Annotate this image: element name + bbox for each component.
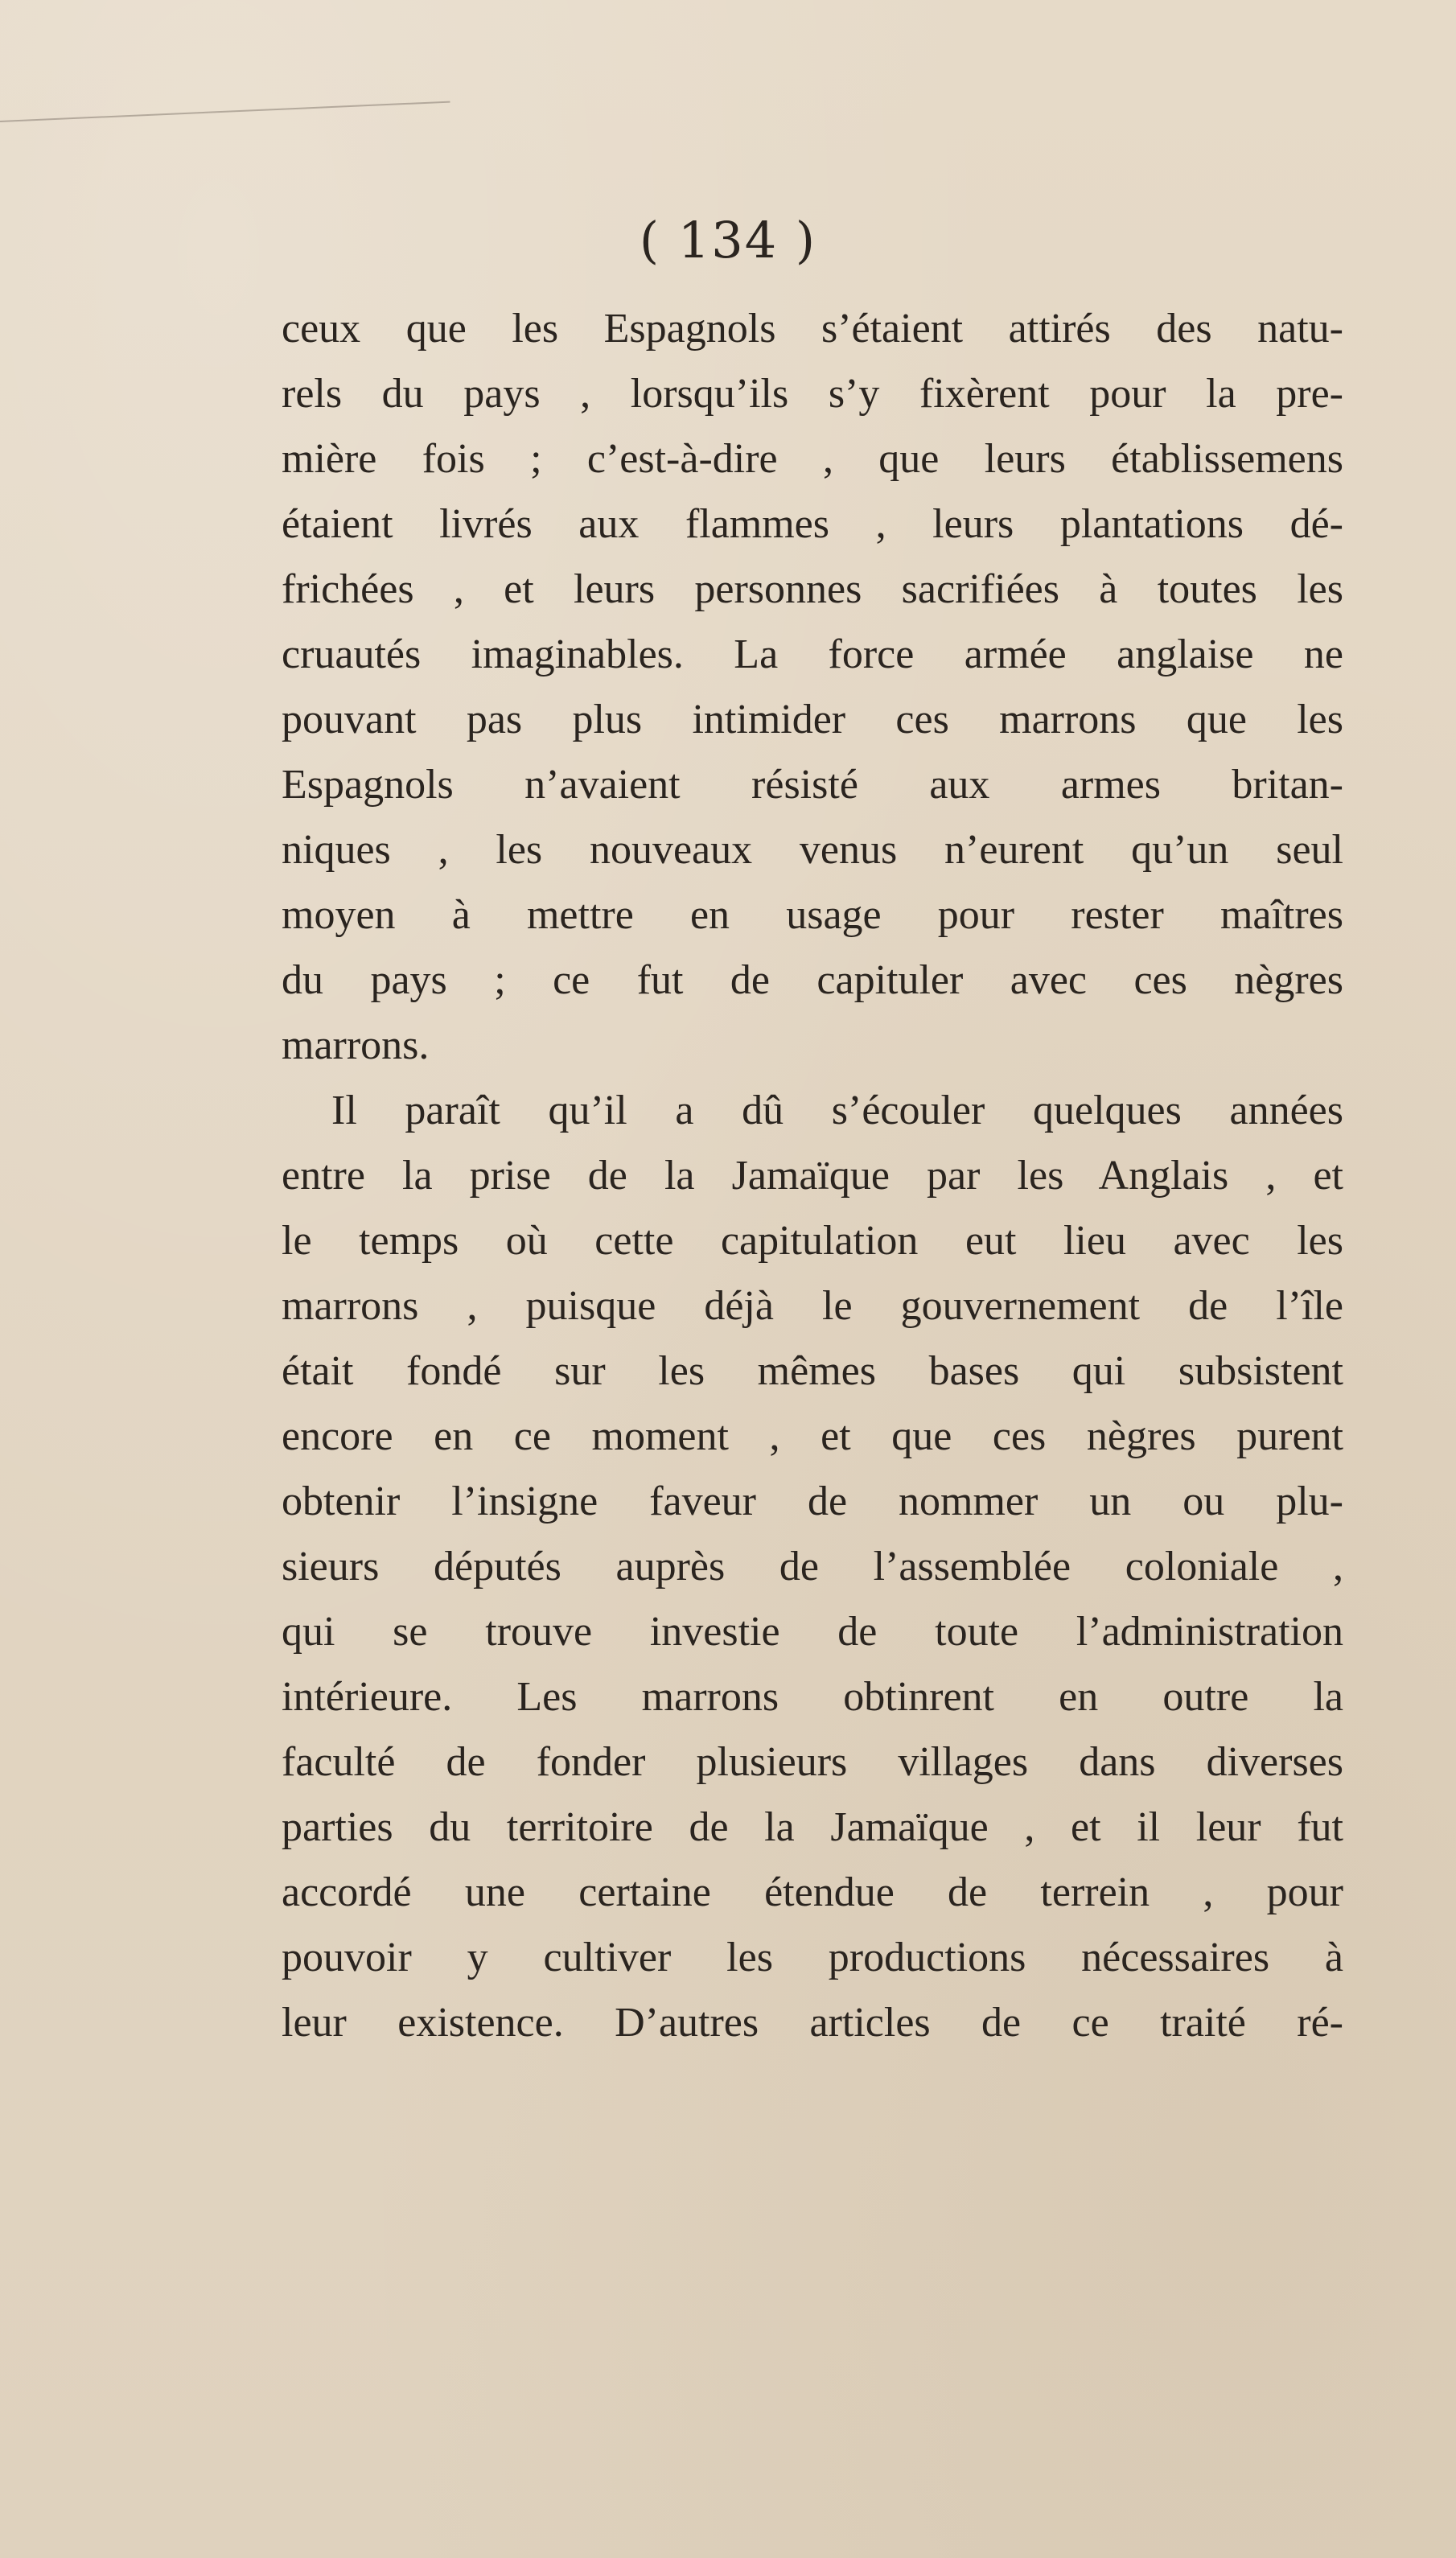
text-line: leur existence. D’autres articles de ce traité ré- [282,2000,1343,2046]
text-line: intérieure. Les marrons obtinrent en outre la [282,1674,1343,1720]
text-line: accordé une certaine étendue de terrein , pour [282,1869,1343,1915]
text-line: entre la prise de la Jamaïque par les Anglais , et [282,1153,1343,1199]
text-line: mière fois ; c’est-à-dire , que leurs établissemens [282,436,1343,482]
text-line: pouvoir y cultiver les productions nécessaires à [282,1935,1343,1980]
text-line: rels du pays , lorsqu’ils s’y fixèrent pour la pre- [282,371,1343,417]
text-line: obtenir l’insigne faveur de nommer un ou plu- [282,1478,1343,1524]
text-line: faculté de fonder plusieurs villages dans diverses [282,1739,1343,1785]
text-line: cruautés imaginables. La force armée anglaise ne [282,631,1343,677]
text-line: niques , les nouveaux venus n’eurent qu’un seul [282,827,1343,873]
text-line: du pays ; ce fut de capituler avec ces nègres [282,957,1343,1003]
text-line: parties du territoire de la Jamaïque , et il leur fut [282,1804,1343,1850]
text-line: ceux que les Espagnols s’étaient attirés des natu- [282,306,1343,352]
text-line: étaient livrés aux flammes , leurs plantations dé- [282,501,1343,547]
page-edge-line [0,101,450,122]
text-line: qui se trouve investie de toute l’administration [282,1609,1343,1655]
text-line: pouvant pas plus intimider ces marrons que les [282,697,1343,742]
page-number: ( 134 ) [639,211,817,269]
text-line: Il paraît qu’il a dû s’écouler quelques années [331,1088,1343,1133]
text-line: frichées , et leurs personnes sacrifiées à toutes les [282,566,1343,612]
text-line: était fondé sur les mêmes bases qui subsistent [282,1348,1343,1394]
text-line: marrons. [282,1022,430,1068]
text-line: Espagnols n’avaient résisté aux armes britan- [282,762,1343,808]
text-line: le temps où cette capitulation eut lieu avec les [282,1218,1343,1264]
text-line: encore en ce moment , et que ces nègres purent [282,1413,1343,1459]
body-text [282,296,1343,2055]
text-line: marrons , puisque déjà le gouvernement de l’île [282,1283,1343,1329]
text-line: sieurs députés auprès de l’assemblée coloniale , [282,1544,1343,1589]
text-line: moyen à mettre en usage pour rester maîtres [282,892,1343,938]
